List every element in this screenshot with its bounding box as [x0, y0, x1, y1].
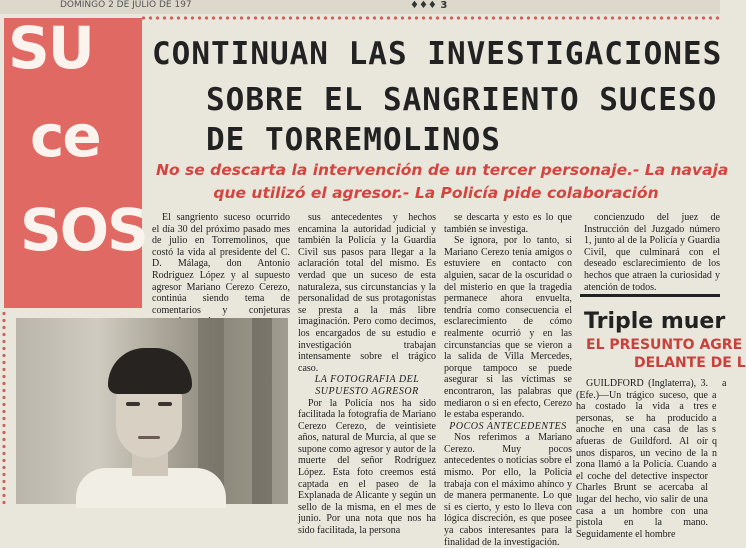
article-column-1 [152, 212, 290, 316]
article-column-3 [444, 212, 572, 548]
article-column-2 [298, 212, 436, 537]
section-label-line3: SOS [20, 196, 147, 264]
subheadline-line2: que utilizó el agresor.- La Policía pide colaboración [213, 184, 659, 202]
sidebar-story-title: Triple muer [584, 309, 726, 334]
sidebar-story-text: GUILDFORD (Inglaterra), 3. (Efe.)—Un trágico suceso, que ha costado la vida a tres personas, se ha producido anoche en una casa de las afueras de Guildford. Al oír unos disparos, un vecino de la zona llamó a la Policía. Cuando el coche del detective inspector Charles Brunt se acercaba al lugar del hecho, vio salir de una casa a un hombre con una pistola en la mano. Seguidamente el hombre [576, 378, 708, 540]
suspect-photo [16, 318, 288, 504]
section-label-line1: SU [8, 14, 93, 82]
left-dotted-rule [0, 310, 8, 504]
photo-mouth [138, 436, 160, 439]
issue-date: DOMINGO 2 DE JULIO DE 197 [60, 0, 192, 10]
column3-subhead: POCOS ANTECEDENTES [449, 420, 567, 432]
sidebar-story-edge-column [712, 378, 727, 504]
photo-eye [126, 402, 140, 406]
masthead-strip [0, 0, 720, 14]
section-label-sucesos [4, 14, 147, 308]
column1-text: El sangriento suceso ocurrido el día 30 del próximo pasado mes de julio en Torremolinos, que costó la vida al presidente del C. D. Málaga, don Antonio Rodríguez López y al supuesto agresor Mariano Cerezo Cerezo, continúa siendo tema de comentarios y conjeturas [152, 212, 290, 316]
sidebar-story-body [576, 378, 708, 540]
photo-tree-trunk [252, 318, 272, 504]
sidebar-story-subtitle1: EL PRESUNTO AGRE [586, 337, 743, 353]
sidebar-story-edge-text: a a e a s q n a [712, 378, 727, 471]
sidebar-story-header [580, 294, 746, 379]
column3-para3: Nos referimos a Mariano Cerezo. Muy pocos antecedentes o noticias sobre el mismo. Por ello, la Policía trabaja con el máximo ahínco y de manera permanente. Lo que sí es cierto, y esto lo lleva con lógica discreción, es que posee ya cabos interesantes para la finalidad de la investigación. [444, 432, 572, 548]
column2-subhead: LA FOTOGRAFIA DEL SUPUESTO AGRESOR [314, 374, 420, 397]
article-column-4 [584, 212, 720, 292]
column3-para2: Se ignora, por lo tanto, si Mariano Cerezo tenía amigos o estuviere en contacto con alguien, sacar de la oscuridad o del misterio en que la tragedia permanece ahora envuelta, tendría como consecuencia el esclarecimiento de cómo realmente ocurrió y en las circunstancias que se vieron a la salida de Villa Mercedes, porque tampoco se puede asegurar si las víctimas se encontraron, las palabras que mediaron o si en efecto, Cerezo le estaba esperando. [444, 235, 572, 421]
subheadline-line1: No se descarta la intervención de un tercer personaje.- La navaja [156, 161, 729, 179]
sidebar-story-subtitle2: DELANTE DE L [634, 355, 746, 371]
photo-hair [108, 348, 192, 394]
page-number: ♦♦♦ 3 [410, 0, 448, 11]
column4-text: concienzudo del juez de Instrucción del Juzgado número 1, junto al de la Policía y Guardia Civil, que culminará con el deseado esclarecimiento de los hechos que atraen la curiosidad y atención de todos. [584, 212, 720, 293]
headline-line1: CONTINUAN LAS INVESTIGACIONES [152, 36, 723, 72]
column2-para1: sus antecedentes y hechos encamina la autoridad judicial y también la Policía y la Guardia Civil sus pasos para llegar a la aclaración total del mismo. Es verdad que un suceso de esta naturaleza, sus circunstancias y la personalidad de sus protagonistas se presta a la más libre imaginación. Pero como decimos, los encargados de su estudio e investigación trabajan intensamente sobre el trágico caso. [298, 212, 436, 374]
headline-line2: SOBRE EL SANGRIENTO SUCESO [206, 82, 718, 118]
section-label-line2: ce [30, 102, 100, 170]
headline-line3: DE TORREMOLINOS [206, 122, 501, 158]
column3-para1: se descarta y esto es lo que también se investiga. [444, 212, 572, 235]
dotted-rule [140, 14, 720, 22]
photo-eye [158, 402, 172, 406]
column2-para2: Por la Policía nos ha sido facilitada la fotografía de Mariano Cerezo Cerezo, de veintisiete años, natural de Murcia, al que se supone como agresor y autor de la muerte del señor Rodríguez López. Esta foto creemos está captada en el paseo de la Explanada de Alicante y según un sello de la misma, en el mes de junio. Por una nota que nos ha sido facilitada, la persona [298, 397, 436, 537]
